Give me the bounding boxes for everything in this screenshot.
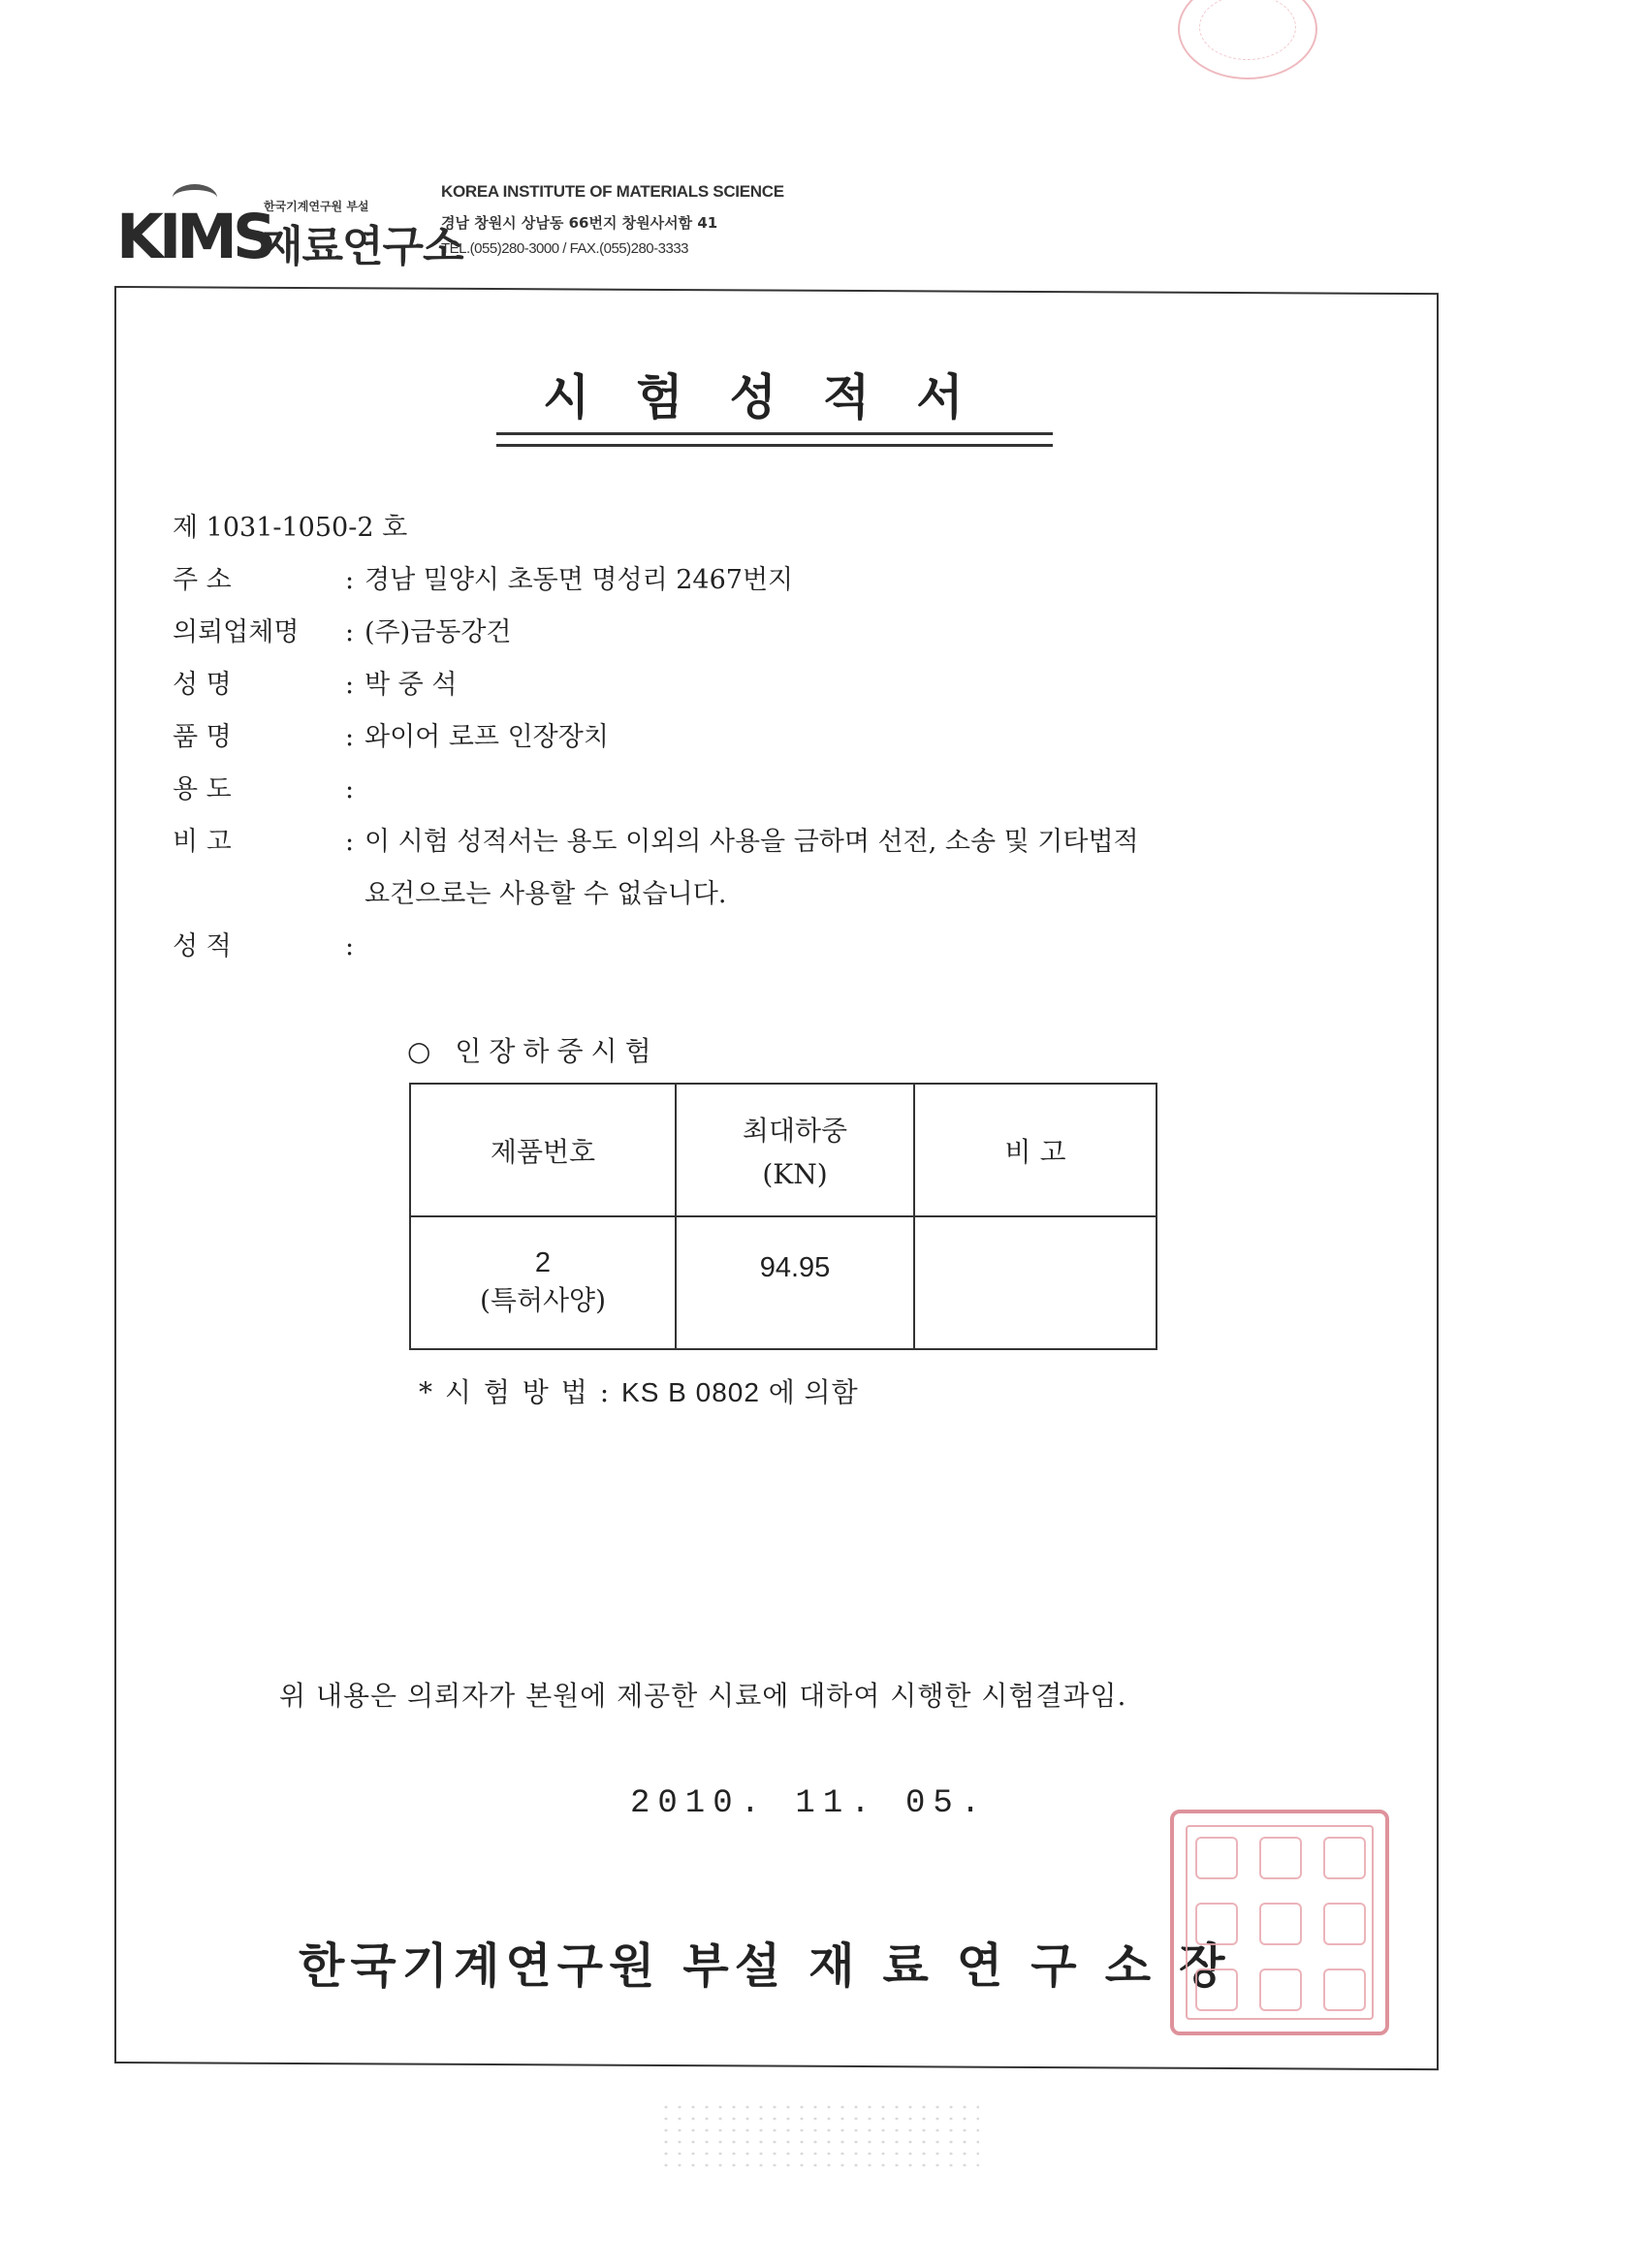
cell-product-no bbox=[410, 1216, 676, 1349]
institute-name-en: KOREA INSTITUTE OF MATERIALS SCIENCE bbox=[441, 182, 784, 201]
field-value: (주)금동강건 bbox=[364, 617, 512, 647]
field-client-company: 의뢰업체명 : (주)금동강건 bbox=[173, 611, 511, 648]
issue-date: 2010. 11. 05. bbox=[630, 1785, 989, 1822]
institute-name-kr: 재료연구소 bbox=[262, 222, 463, 271]
scan-artifact bbox=[659, 2101, 979, 2175]
field-label: 성 명 bbox=[173, 670, 232, 700]
max-load-value: 94.95 bbox=[759, 1252, 831, 1283]
kims-logo: KIMS bbox=[116, 202, 272, 272]
field-results: 성 적 : bbox=[173, 925, 364, 962]
seal-stamp-top bbox=[1178, 0, 1317, 79]
field-label: 비 고 bbox=[173, 827, 232, 857]
table-row bbox=[410, 1216, 1157, 1349]
header-remarks: 비 고 bbox=[914, 1084, 1157, 1216]
table-header-row bbox=[410, 1084, 1157, 1216]
field-product-name: 품 명 : 와이어 로프 인장장치 bbox=[173, 715, 609, 753]
field-usage: 용 도 : bbox=[173, 768, 364, 805]
section-title-tensile-test: ○ 인장하중시험 bbox=[407, 1035, 659, 1067]
test-method-value: KS B 0802 에 의함 bbox=[621, 1377, 859, 1407]
affiliation-text: 한국기계연구원 부설 bbox=[264, 200, 369, 213]
field-value: 박 중 석 bbox=[364, 670, 458, 700]
field-address: 주 소 : 경남 밀양시 초동면 명성리 2467번지 bbox=[173, 558, 793, 596]
header-max-load-unit: (KN) bbox=[762, 1158, 828, 1190]
field-value: 와이어 로프 인장장치 bbox=[364, 722, 609, 752]
field-label: 품 명 bbox=[173, 722, 232, 752]
field-value: 경남 밀양시 초동면 명성리 2467번지 bbox=[364, 565, 794, 595]
field-label: 주 소 bbox=[173, 565, 232, 595]
institute-address: 경남 창원시 상남동 66번지 창원사서함 41 bbox=[441, 214, 718, 232]
test-method-label: * 시 험 방 법 : bbox=[419, 1376, 612, 1408]
field-label: 용 도 bbox=[173, 774, 232, 804]
header-max-load bbox=[676, 1084, 914, 1216]
field-remarks: 비 고 : 이 시험 성적서는 용도 이외의 사용을 금하며 선전, 소송 및 기타법적 bbox=[173, 820, 1139, 858]
header-product-no: 제품번호 bbox=[410, 1084, 676, 1216]
field-name: 성 명 : 박 중 석 bbox=[173, 663, 457, 701]
certification-statement: 위 내용은 의뢰자가 본원에 제공한 시료에 대하여 시행한 시험결과임. bbox=[279, 1680, 1127, 1712]
field-label: 의뢰업체명 bbox=[173, 617, 300, 647]
product-note: (특허사양) bbox=[479, 1284, 607, 1316]
field-value: 이 시험 성적서는 용도 이외의 사용을 금하며 선전, 소송 및 기타법적 bbox=[364, 827, 1139, 857]
results-table bbox=[409, 1083, 1157, 1350]
cell-max-load bbox=[676, 1216, 914, 1349]
field-label: 성 적 bbox=[173, 931, 232, 961]
signatory: 한국기계연구원 부설 재 료 연 구 소 장 bbox=[299, 1937, 1231, 1994]
product-number: 2 bbox=[534, 1247, 552, 1278]
cell-remarks bbox=[914, 1216, 1157, 1349]
test-method-note bbox=[419, 1371, 859, 1410]
document-title: 시험성적서 bbox=[543, 368, 1010, 425]
institute-contact: TEL.(055)280-3000 / FAX.(055)280-3333 bbox=[441, 240, 689, 257]
field-remarks-line2: 요건으로는 사용할 수 없습니다. bbox=[364, 879, 727, 909]
header-max-load-label: 최대하중 bbox=[742, 1115, 848, 1147]
official-seal-stamp bbox=[1170, 1810, 1389, 2035]
title-underline bbox=[496, 432, 1053, 447]
certificate-number: 제 1031-1050-2 호 bbox=[173, 513, 408, 543]
